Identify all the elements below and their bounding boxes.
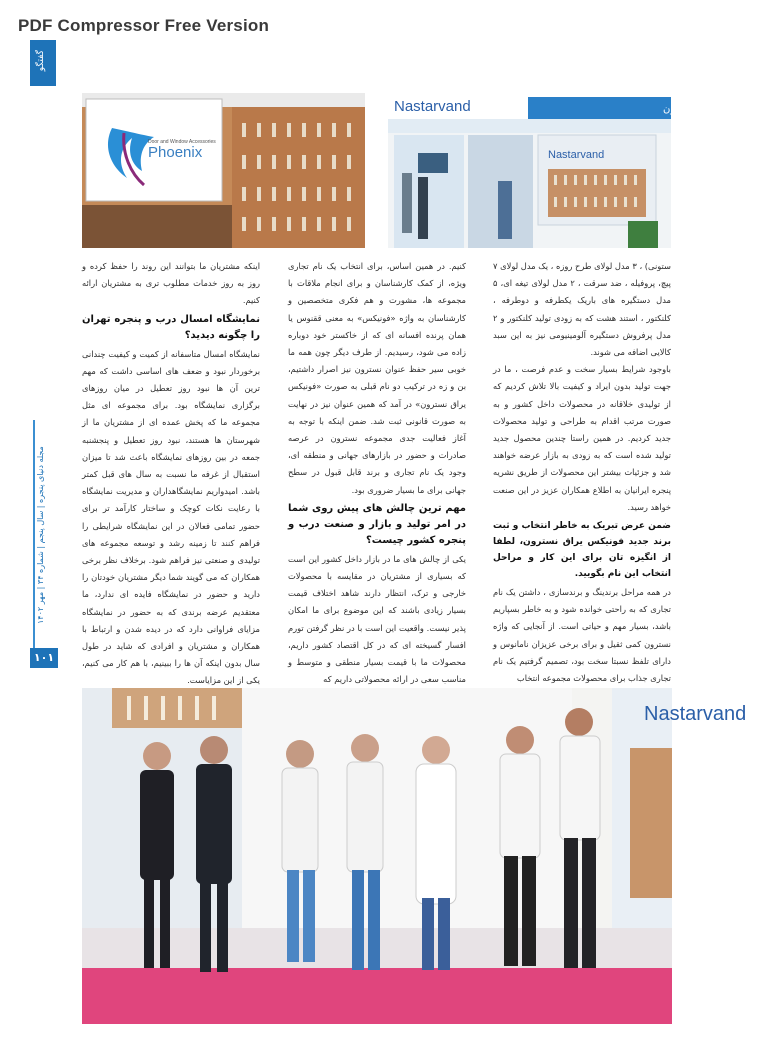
column-3-paragraph-1: اینکه مشتریان ما بتوانند این روند را حفظ کرده و روز به روز خدمات مطلوب تری به مشتریان ارائه کنیم. <box>82 261 260 306</box>
column-2-paragraph-2: یکی از چالش های ما در بازار داخل کشور این است که بسیاری از مشتریان در مقایسه با محصولات خارجی و ترک، انتظار دارند شاهد اختلاف قیمت بسیار زیادی باشند که این موضوع برای ما امکان پذیر نیست. واقعیت این است با در نظر گرفتن تورم افسار گسیخته ای که در کل اقتصاد کشور داریم، محصولات ما با قیمت بسیار منطقی و متوسط و مناسب سعی در ارائه محصولاتی داریم که <box>288 553 466 685</box>
section-tab <box>30 40 56 86</box>
article-column-2 <box>288 258 466 685</box>
nastarvand-booth-photo <box>388 93 755 248</box>
svg-text:Nastarvand: Nastarvand <box>548 149 605 161</box>
booth-illustration <box>388 93 755 248</box>
team-photo-illustration <box>82 688 747 1024</box>
team-sign-text: Nastarvand <box>644 703 747 725</box>
side-caption: مجله دنیای پنجره | سال پنجم | شماره ۳۴ | مهر ۱۴۰۲ <box>36 446 45 624</box>
column-1-paragraph-2: باوجود شرایط بسیار سخت و عدم فرصت ، ما در جهت تولید بدون ایراد و کیفیت بالا تلاش کردیم که از تولیدی خلاقانه در محصولات داخل کشور و به صورت مرتب اقدام به طراحی و تولید محصولات جدید کردیم. در همین راستا چندین محصول جدید تولید شده است که به زودی به بازار عرضه خواهند شد و جزئیات بیشتر این محصولات از طریق نشریه پنجره ایرانیان به اطلاع همکاران عزیز در این صنعت خواهد رسید. <box>493 364 671 512</box>
booth-brand-text: Nastarvand <box>394 98 471 115</box>
phoenix-logo-subtext: Door and Window Accessories <box>148 139 216 145</box>
booth-persian-text: فونیکس یراق نسترون <box>663 104 755 115</box>
team-group-photo <box>82 688 747 1024</box>
question-heading-brand: ضمن عرض تبریک به خاطر انتخاب و ثبت برند جدید فونیکس یراق نسترون، لطفا از انگیزه تان برای این کار و مراحل انتخاب این نام بگویید. <box>493 521 671 580</box>
column-3-paragraph-2: نمایشگاه امسال متاسفانه از کمیت و کیفیت چندانی برخوردار نبود و ضعف های اساسی داشت که مهم ترین آن ها نبود روز تعطیل در میان روزهای برگزاری نمایشگاه بود. برای مجموعه ای مثل مجموعه ما که پخش عمده ای از مشتریان ما از شهرستان ها هستند، نبود روز تعطیل و پنجشنبه جمعه در بین روزهای نمایشگاه باعث شد تا میزان استقبال از غرفه ما نسبت به سال های قبل کمتر باشد. امیدواریم نمایشگاهداران و مدیریت نمایشگاه با رعایت نکات کوچک و ساختار کارآمد تر برای حضور تمامی فعالان در این نمایشگاه شرایطی را فراهم کنند تا زمینه رشد و توسعه مجموعه های تولیدی و صنعتی نیز فراهم شود. برخلاف نظر برخی همکاران که می گویند شما دیگر مشتریان خودتان را دارید و حضور در نمایشگاه فایده ای ندارد، ما معتقدیم عرضه برندی که به حضور در نمایشگاه مزایای فراوانی دارد که در دیده شدن و ارتباط با همکاران و مشتریان و افرادی که شاید در طول سال بدون اینکه آن ها را ببینیم، با هم کار می کنیم، یکی از این مزایاست. <box>82 348 260 686</box>
question-heading-challenges: مهم ترین چالش های پیش روی شما در امر تولید و بازار و صنعت درب و پنجره کشور چیست؟ <box>288 502 466 546</box>
side-rule <box>33 420 35 650</box>
page-number: ۱۰۱ <box>30 648 58 668</box>
column-1-paragraph-3: در همه مراحل برندینگ و برندسازی ، داشتن یک نام تجاری که به راحتی خوانده شود و به خاطر بسپاریم باشد، بسیار مهم و حیاتی است. از آنجایی که واژه نسترون کمی ثقیل و برای برخی عزیزان نامانوس و دارای تلفظ نسبتا سخت بود، تصمیم گرفتیم یک نام تجاری جذاب برای محصولات مجموعه انتخاب <box>493 587 671 684</box>
question-heading-exhibition: نمایشگاه امسال درب و پنجره تهران را چگونه دیدید؟ <box>82 313 260 341</box>
phoenix-booth-illustration <box>82 93 365 248</box>
article-column-1 <box>493 258 672 684</box>
column-2-paragraph-1: کنیم. در همین اساس، برای انتخاب یک نام تجاری ویژه، از کمک کارشناسان و برای انجام ملاقات با مجموعه ها، مشورت و هم فکری متخصصین و کارشناسان به واژه «فونیکس» به معنی ققنوس یا همان پرنده افسانه ای که از خاکستر خود دوباره زاده می شود، رسیدیم. از طرف دیگر چون همه ما خوبی سیر حفظ عنوان نسترون نیز اصرار داشتیم، بن و زه در ترکیب دو نام قبلی به صورت «فونیکس یراق نسترون» در آمد که همین عنوان نیز در نهایت به صورت قانونی ثبت شد. ضمن اینکه با توجه به آغاز فعالیت جدی مجموعه نسترون در عرصه صادرات و حضور در بازارهای جهانی و منطقه ای، وجود یک نام تجاری و برند قابل قبول در سطح جهانی برای ما بسیار ضروری بود. <box>288 261 466 495</box>
article-column-3 <box>82 258 260 686</box>
phoenix-logo-text: Phoenix <box>148 144 203 161</box>
section-tab-label: گفتگو <box>36 50 46 72</box>
column-1-paragraph-1: ستونی) ، ۳ مدل لولای طرح روزه ، یک مدل لولای ۷ پیچ، پروفیله ، ضد سرقت ، ۲ مدل لولای تیغه ای، ۵ مدل دستگیره های باریک یکطرفه و دوطرفه ، کلنکتور ، استند هشت که به زودی تولید کلنکتور و ۲ مدل پرفروش دستگیره آلومینیومی نیز به این سبد کالایی اضافه می شوند. <box>493 261 672 358</box>
watermark-text: PDF Compressor Free Version <box>18 16 270 35</box>
phoenix-booth-photo <box>82 93 365 248</box>
